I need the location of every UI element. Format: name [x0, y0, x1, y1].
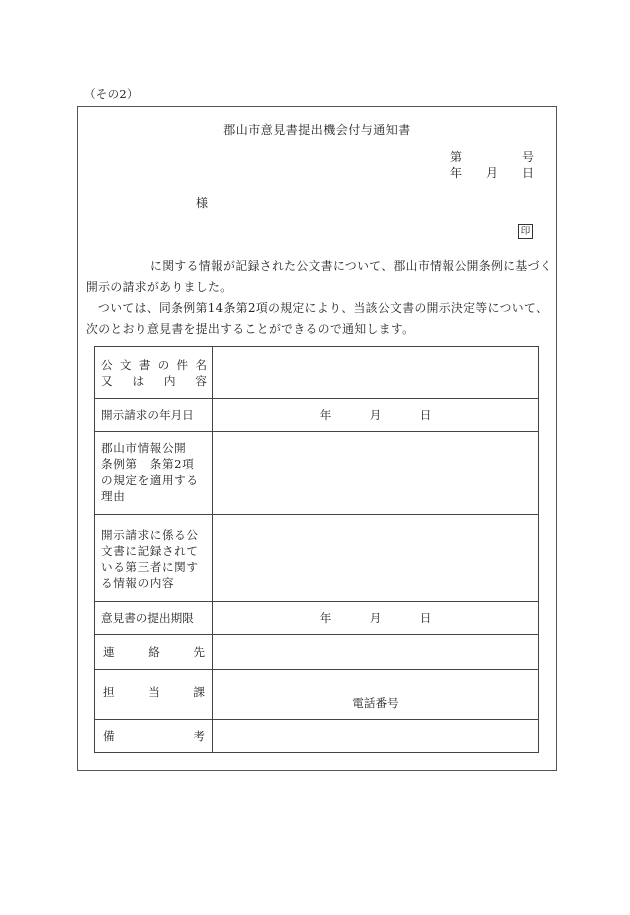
label-applied-reason: 郡山市情報公開 条例第 条第2項 の規定を適用する 理由	[95, 432, 213, 515]
request-day: 日	[419, 408, 432, 422]
field-applied-reason[interactable]	[213, 432, 539, 515]
body-line-3: ついては、同条例第14条第2項の規定により、当該公文書の開示決定等について、	[98, 301, 549, 315]
doc-number-suffix: 号	[522, 150, 535, 164]
field-department[interactable]	[213, 670, 539, 720]
date-day: 日	[522, 166, 535, 180]
table-row	[95, 515, 539, 602]
label-submission-deadline: 意見書の提出期限	[95, 602, 213, 635]
deadline-year: 年	[319, 611, 332, 625]
field-third-party-info[interactable]	[213, 515, 539, 602]
form-number-label: （その2）	[84, 87, 139, 101]
table-row	[95, 635, 539, 670]
field-submission-deadline[interactable]	[213, 602, 539, 635]
doc-number-prefix: 第	[450, 150, 463, 164]
notice-table	[94, 346, 539, 753]
label-remarks: 備 考	[95, 720, 213, 753]
request-month: 月	[369, 408, 382, 422]
table-row	[95, 720, 539, 753]
phone-number-label: 電話番号	[352, 696, 399, 710]
label-contact: 連 絡 先	[95, 635, 213, 670]
label-document-subject: 公 文 書 の 件 名 又 は 内 容	[95, 347, 213, 399]
deadline-day: 日	[419, 611, 432, 625]
notice-frame	[77, 106, 557, 771]
document-title: 郡山市意見書提出機会付与通知書	[223, 123, 411, 137]
field-request-date[interactable]	[213, 399, 539, 432]
addressee-suffix: 様	[196, 196, 209, 210]
field-remarks[interactable]	[213, 720, 539, 753]
table-row	[95, 670, 539, 720]
body-line-1: に関する情報が記録された公文書について、郡山市情報公開条例に基づく	[150, 259, 553, 273]
table-row	[95, 602, 539, 635]
seal-mark: 印	[518, 224, 533, 239]
field-contact[interactable]	[213, 635, 539, 670]
request-year: 年	[319, 408, 332, 422]
label-request-date: 開示請求の年月日	[95, 399, 213, 432]
body-line-2: 開示の請求がありました。	[86, 280, 233, 294]
table-row	[95, 399, 539, 432]
body-line-4: 次のとおり意見書を提出することができるので通知します。	[86, 322, 415, 336]
deadline-month: 月	[369, 611, 382, 625]
table-row	[95, 347, 539, 399]
label-department: 担 当 課	[95, 670, 213, 720]
label-third-party-info: 開示請求に係る公 文書に記録されて いる第三者に関す る情報の内容	[95, 515, 213, 602]
date-year: 年	[450, 166, 463, 180]
table-row	[95, 432, 539, 515]
date-month: 月	[486, 166, 499, 180]
field-document-subject[interactable]	[213, 347, 539, 399]
